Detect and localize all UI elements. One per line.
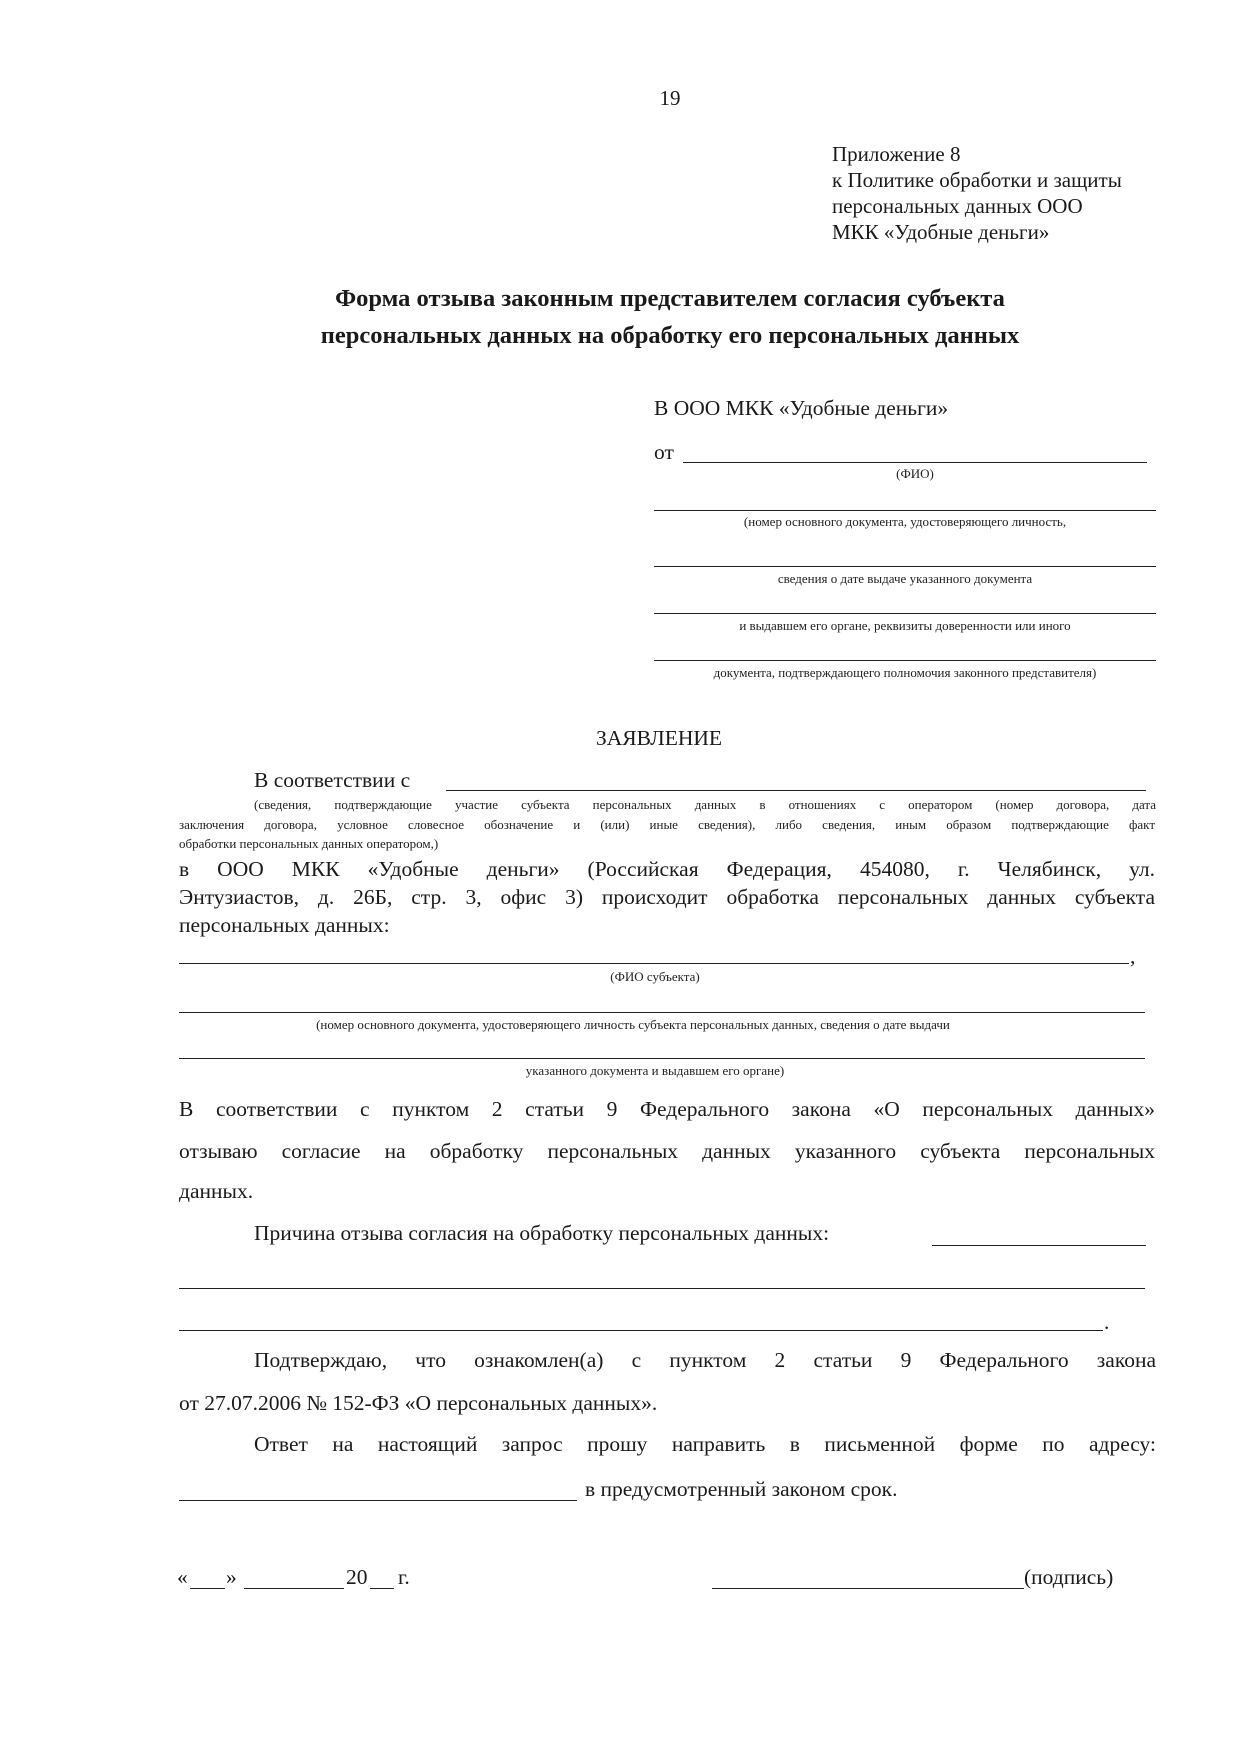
date-day-field[interactable] xyxy=(190,1588,225,1589)
reason-field-line-3[interactable] xyxy=(179,1330,1103,1331)
reply-text: Ответ на настоящий запрос прошу направить в письменной форме по адресу: xyxy=(254,1432,1156,1456)
form-title-line: Форма отзыва законным представителем согласия субъекта xyxy=(335,285,1005,312)
accordance-caption: (сведения, подтверждающие участие субъекта персональных данных в отношениях с оператором (номер договора, дата xyxy=(254,797,1156,812)
reply-text-suffix: в предусмотренный законом срок. xyxy=(585,1477,898,1501)
form-title-line: персональных данных на обработку его персональных данных xyxy=(320,322,1020,349)
signature-caption: (подпись) xyxy=(1024,1565,1114,1589)
reason-period: . xyxy=(1104,1310,1110,1334)
issuer-caption: и выдавшем его органе, реквизиты доверенности или иного xyxy=(739,618,1071,633)
accordance-field[interactable] xyxy=(446,790,1146,791)
authority-caption: документа, подтверждающего полномочия законного представителя) xyxy=(713,665,1097,680)
subject-fio-caption: (ФИО субъекта) xyxy=(610,969,700,984)
date-quote-close: » xyxy=(226,1565,237,1589)
applicant-document-date-field[interactable] xyxy=(654,566,1156,567)
subject-document-field[interactable] xyxy=(179,1012,1145,1013)
page-number: 19 xyxy=(659,86,681,110)
subject-document-caption: (номер основного документа, удостоверяющего личность субъекта персональных данных, сведения о дате выдачи xyxy=(316,1017,950,1032)
form-title xyxy=(0,280,1240,354)
document-caption: (номер основного документа, удостоверяющего личность, xyxy=(743,514,1067,529)
date-quote-open: « xyxy=(177,1565,188,1589)
confirm-text: Подтверждаю, что ознакомлен(а) с пунктом 2 статьи 9 Федерального закона xyxy=(254,1348,1156,1372)
applicant-fio-field[interactable] xyxy=(683,462,1147,463)
operator-text: в ООО МКК «Удобные деньги» (Российская Федерация, 454080, г. Челябинск, ул. xyxy=(179,857,1155,881)
operator-text: Энтузиастов, д. 26Б, стр. 3, офис 3) происходит обработка персональных данных субъекта xyxy=(179,885,1155,909)
subject-comma: , xyxy=(1130,944,1136,968)
statement-title: ЗАЯВЛЕНИЕ xyxy=(595,726,723,750)
signature-field[interactable] xyxy=(712,1588,1024,1589)
revoke-text: отзываю согласие на обработку персональных данных указанного субъекта персональных xyxy=(179,1139,1155,1163)
applicant-authority-field[interactable] xyxy=(654,660,1156,661)
confirm-text: от 27.07.2006 № 152-ФЗ «О персональных данных». xyxy=(179,1391,658,1415)
accordance-label: В соответствии с xyxy=(254,768,411,792)
addressee-to: В ООО МКК «Удобные деньги» xyxy=(654,396,949,420)
date-year-suffix: г. xyxy=(398,1565,410,1589)
reason-label: Причина отзыва согласия на обработку персональных данных: xyxy=(254,1221,830,1245)
appendix-line: МКК «Удобные деньги» xyxy=(832,220,1050,244)
reply-address-field[interactable] xyxy=(179,1500,577,1501)
appendix-header xyxy=(832,141,1122,245)
subject-fio-field[interactable] xyxy=(179,963,1129,964)
fio-caption: (ФИО) xyxy=(896,466,934,481)
date-month-field[interactable] xyxy=(244,1588,344,1589)
subject-issuer-caption: указанного документа и выдавшем его органе) xyxy=(525,1063,785,1078)
applicant-issuer-field[interactable] xyxy=(654,613,1156,614)
appendix-line: Приложение 8 xyxy=(832,142,961,166)
accordance-caption: обработки персональных данных оператором,) xyxy=(179,836,439,851)
date-year-field[interactable] xyxy=(370,1588,394,1589)
revoke-text: данных. xyxy=(179,1179,254,1203)
accordance-caption: заключения договора, условное словесное обозначение и (или) иные сведения), либо сведения, иным образом подтверждающие факт xyxy=(179,817,1155,832)
revoke-text: В соответствии с пунктом 2 статьи 9 Федерального закона «О персональных данных» xyxy=(179,1097,1155,1121)
reason-field-line-2[interactable] xyxy=(179,1288,1145,1289)
subject-issuer-field[interactable] xyxy=(179,1058,1145,1059)
from-label: от xyxy=(654,440,674,464)
reason-field[interactable] xyxy=(932,1245,1146,1246)
date-year-prefix: 20 xyxy=(346,1565,368,1589)
appendix-line: персональных данных ООО xyxy=(832,194,1083,218)
document-date-caption: сведения о дате выдаче указанного документа xyxy=(777,571,1033,586)
applicant-document-field[interactable] xyxy=(654,510,1156,511)
appendix-line: к Политике обработки и защиты xyxy=(832,168,1122,192)
operator-text: персональных данных: xyxy=(179,913,390,937)
